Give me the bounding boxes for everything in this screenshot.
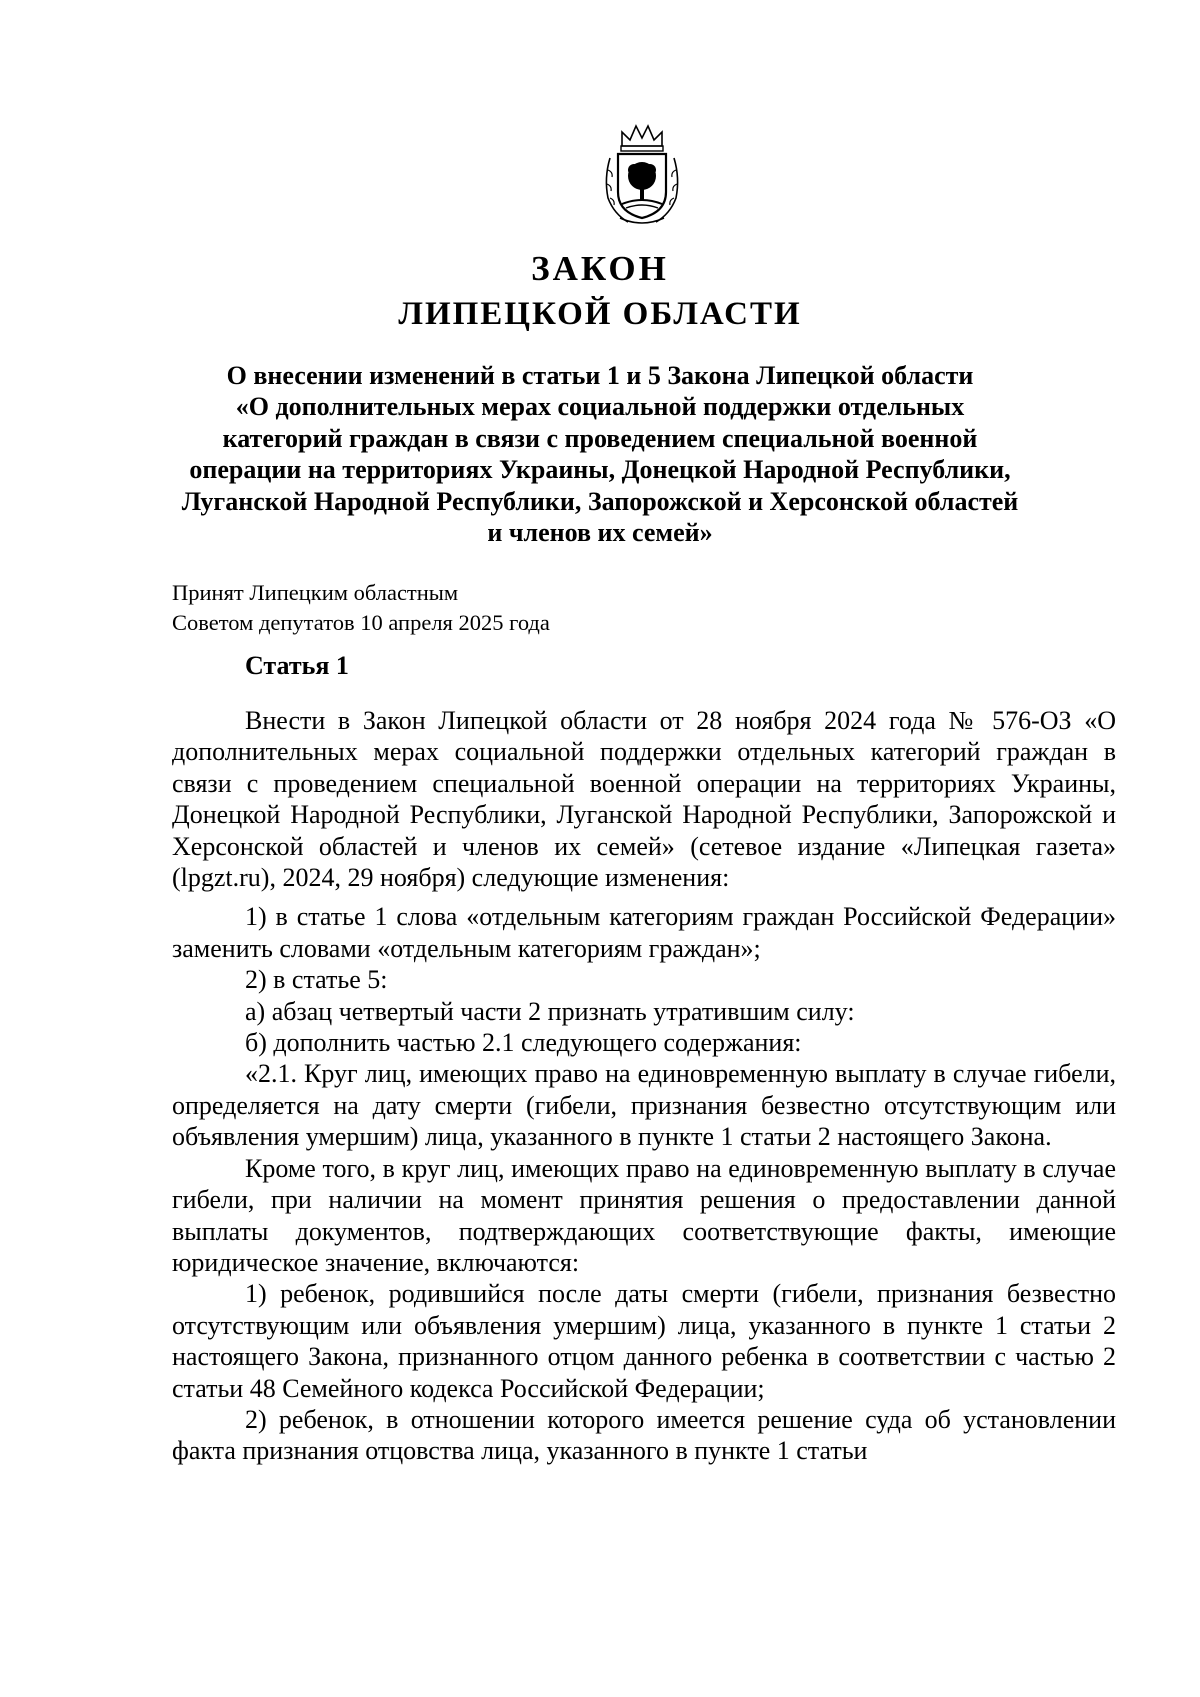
article-body [172, 705, 1116, 1467]
body-paragraph: б) дополнить частью 2.1 следующего содержания: [245, 1028, 802, 1058]
law-title-line: О внесении изменений в статьи 1 и 5 Закона Липецкой области [226, 361, 974, 390]
law-title-line: категорий граждан в связи с проведением специальной военной [222, 423, 978, 453]
adoption-line: Принят Липецким областным [172, 580, 459, 605]
body-paragraph: 1) в статье 1 слова «отдельным категориям граждан Российской Федерации» заменить словами «отдельным категориям граждан»; [172, 902, 1116, 963]
body-paragraph: Внести в Закон Липецкой области от 28 ноября 2024 года № 576-ОЗ «О дополнительных мерах социальной поддержки отдельных категорий граждан в связи с проведением специальной военной операции на территориях Украины, Донецкой Народной Республики, Луганской Народной Республики, Запорожской и Херсонской областей и членов их семей» (сетевое издание «Липецкая газета» (lpgzt.ru), 2024, 29 ноября) следующие изменения: [172, 706, 1116, 893]
adoption-line: Советом депутатов 10 апреля 2025 года [172, 610, 550, 635]
body-paragraph: 1) ребенок, родившийся после даты смерти (гибели, признания безвестно отсутствующим или объявления умершим) лица, указанного в пункте 1 статьи 2 настоящего Закона, признанного отцом данного ребенка в соответствии с частью 2 статьи 48 Семейного кодекса Российской Федерации; [172, 1279, 1116, 1403]
law-title [160, 360, 1040, 548]
body-paragraph: 2) в статье 5: [245, 965, 388, 995]
coat-of-arms-icon [600, 118, 684, 228]
article-title: Статья 1 [245, 651, 349, 680]
law-title-line: операции на территориях Украины, Донецкой Народной Республики, [189, 455, 1011, 485]
law-title-line: Луганской Народной Республики, Запорожской и Херсонской областей [181, 486, 1019, 516]
body-paragraph: «2.1. Круг лиц, имеющих право на единовременную выплату в случае гибели, определяется на дату смерти (гибели, признания безвестно отсутствующим или объявления умершим) лица, указанного в пункте 1 статьи 2 настоящего Закона. [172, 1059, 1116, 1152]
body-paragraph: а) абзац четвертый части 2 признать утратившим силу: [245, 996, 855, 1026]
body-paragraph: 2) ребенок, в отношении которого имеется решение суда об установлении факта признания отцовства лица, указанного в пункте 1 статьи [172, 1404, 1116, 1466]
region-title: ЛИПЕЦКОЙ ОБЛАСТИ [398, 296, 802, 332]
body-paragraph: Кроме того, в круг лиц, имеющих право на единовременную выплату в случае гибели, при наличии на момент принятия решения о предоставлении данной выплаты документов, подтверждающих соответствующие факты, имеющие юридическое значение, включаются: [172, 1153, 1116, 1277]
document-type-title: ЗАКОН [531, 249, 669, 288]
adoption-note [172, 578, 772, 638]
law-title-line: и членов их семей» [487, 518, 713, 548]
law-title-line: «О дополнительных мерах социальной поддержки отдельных [235, 392, 965, 422]
